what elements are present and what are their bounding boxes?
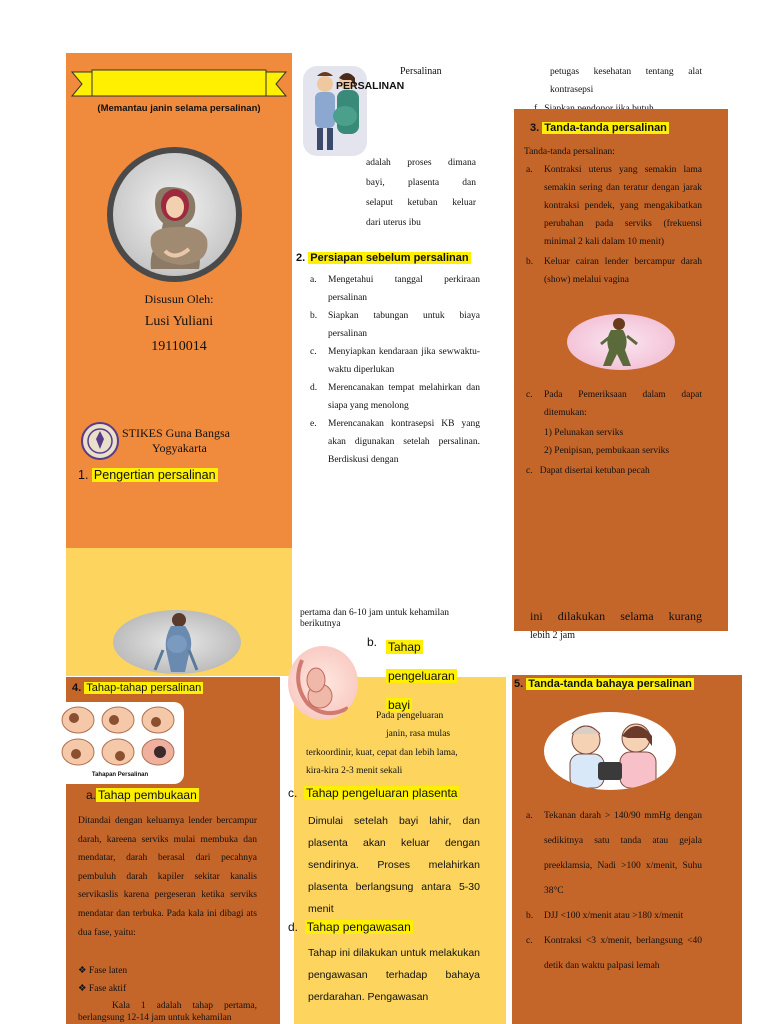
cervix-softening: 1) Pelunakan serviks <box>544 428 624 438</box>
stages-image-caption: Tahapan Persalinan <box>91 772 149 778</box>
list-item: d. Merencanakan tempat melahirkan dan siapa yang menolong <box>310 383 480 411</box>
section1-heading <box>78 468 218 482</box>
persalinan-word: Persalinan <box>400 66 442 77</box>
stage-a-heading: a. Tahap pembukaan <box>86 788 197 802</box>
section5-number: 5. <box>514 678 524 690</box>
phase-active: ❖ Fase aktif <box>78 984 127 994</box>
signs-intro: Tanda-tanda persalinan: <box>524 147 615 157</box>
danger-signs-list <box>526 804 702 979</box>
stage-b-title: Tahap pengeluaran bayi <box>388 640 455 712</box>
diamond-bullet-icon: ❖ <box>78 966 87 976</box>
definition-line-3: selaput ketuban keluar <box>366 198 476 208</box>
labor-stages-image <box>56 702 184 784</box>
stage-a-text: Ditandai dengan keluarnya lender bercampur darah, kareena serviks mulai membuka dan mendatar, darah berasal dari pecahnya pembuluh darah kapiler sekitar kanalis servikaslis karena pergeseran ketika serviks mendatar dan terbuka. Pada kala ini dibagi ats dua fase, yaitu: <box>78 816 257 938</box>
section4-title: Tahap-tahap persalinan <box>86 682 202 694</box>
list-item: a. Mengetahui tanggal perkiraan persalinan <box>310 275 480 303</box>
list-item: b. Siapkan tabungan untuk biaya persalinan <box>310 311 480 339</box>
list-item: b. DJJ <100 x/menit atau >180 x/menit <box>526 911 684 921</box>
institution-logo <box>80 421 120 461</box>
membrane-rupture: c. Dapat disertai ketuban pecah <box>526 466 650 476</box>
section3-number: 3. <box>530 122 540 134</box>
title-ribbon <box>70 66 288 104</box>
stage-b-marker: b. <box>367 635 378 649</box>
stage-b-text-start: Pada pengeluaran janin, rasa mulas <box>376 711 451 739</box>
section2-heading <box>296 252 471 264</box>
section1-number: 1. <box>78 468 89 482</box>
definition-line-2: bayi, plasenta dan <box>366 178 476 188</box>
section1-title: Pengertian persalinan <box>93 468 216 482</box>
brochure-title: PERSALINAN <box>336 80 405 92</box>
section4-number: 4. <box>72 682 82 694</box>
list-item: a. Kontraksi uterus yang semakin lama semakin sering dan teratur dengan jarak kontraksi pendek, yang mengakibatkan perubahan pada serviks (frekuensi minimal 2 kali dalam 10 menit) <box>526 165 702 247</box>
doctor-checkup-illustration <box>544 712 676 790</box>
stage-d-heading: d. Tahap pengawasan <box>288 920 411 934</box>
stage-c-text: Dimulai setelah bayi lahir, dan plasenta akan keluar dengan sendirinya. Proses melahirkan plasenta berlangsung antara 5-30 menit <box>308 815 480 915</box>
section2-number: 2. <box>296 252 306 264</box>
labor-pain-illustration <box>567 314 675 370</box>
signs-list-continued <box>526 386 702 422</box>
section4-heading <box>72 682 203 694</box>
author-name: Lusi Yuliani <box>144 314 214 329</box>
institution-name: STIKES Guna Bangsa <box>122 426 230 440</box>
pregnant-woman-image <box>107 147 242 282</box>
definition-text <box>366 154 476 232</box>
section5-heading <box>514 678 694 690</box>
list-item: c. Menyiapkan kendaraan jika sewwaktu-waktu diperlukan <box>310 347 480 375</box>
kala-continuation: pertama dan 6-10 jam untuk kehamilan berikutnya <box>300 608 450 629</box>
institution-city: Yogyakarta <box>152 441 207 455</box>
diamond-bullet-icon: ❖ <box>78 984 87 994</box>
list-item: c. Kontraksi <3 x/menit, berlangsung <40 detik dan waktu palpasi lemah <box>526 936 702 971</box>
stage-d-title: Tahap pengawasan <box>306 920 411 934</box>
stage-a-title: Tahap pembukaan <box>98 788 197 802</box>
definition-line-4: dari uterus ibu <box>366 218 421 228</box>
section3-heading <box>530 122 669 134</box>
cover-subtitle: (Memantau janin selama persalinan) <box>97 103 261 114</box>
list-item: c. Pada Pemeriksaan dalam dapat ditemukan: <box>526 390 702 418</box>
kala-1-text: Kala 1 adalah tahap pertama, berlangsung 12-14 jam untuk kehamilan <box>78 1001 257 1023</box>
signs-list <box>526 161 702 289</box>
pengawasan-continuation: ini dilakukan selama kurang lebih 2 jam <box>530 609 702 641</box>
stage-d-text: Tahap ini dilakukan untuk melakukan pengawasan terhadap bahaya perdarahan. Pengawasan <box>308 947 480 1003</box>
cervix-thinning: 2) Penipisan, pembukaan serviks <box>544 446 670 456</box>
author-id: 19110014 <box>151 339 207 354</box>
fetus-illustration <box>288 646 358 720</box>
list-item: e. Merencanakan kontrasepsi KB yang akan digunakan setelah persalinan. Berdiskusi dengan <box>310 419 480 465</box>
definition-line-1: adalah proses dimana <box>366 158 476 168</box>
preparation-list <box>310 271 480 469</box>
labor-illustration <box>113 610 241 674</box>
stage-b-text: terkoordinir, kuat, cepat dan lebih lama, kira-kira 2-3 menit sekali <box>306 748 458 776</box>
section3-title: Tanda-tanda persalinan <box>544 122 667 134</box>
stage-c-heading: c. Tahap pengeluaran plasenta <box>288 786 458 800</box>
author-label: Disusun Oleh: <box>144 292 214 306</box>
list-item: b. Keluar cairan lender bercampur darah (show) melalui vagina <box>526 257 702 285</box>
stage-c-title: Tahap pengeluaran plasenta <box>306 786 458 800</box>
list-item: a. Tekanan darah > 140/90 mmHg dengan sedikitnya satu tanda atau gejala preeklamsia, Nadi >100 x/menit, Suhu 38°C <box>526 811 702 896</box>
section5-title: Tanda-tanda bahaya persalinan <box>528 678 692 690</box>
section2-title: Persiapan sebelum persalinan <box>310 252 469 264</box>
contraception-continuation: petugas kesehatan tentang alat kontrasepsi <box>550 67 702 95</box>
phase-latent: ❖ Fase laten <box>78 966 128 976</box>
